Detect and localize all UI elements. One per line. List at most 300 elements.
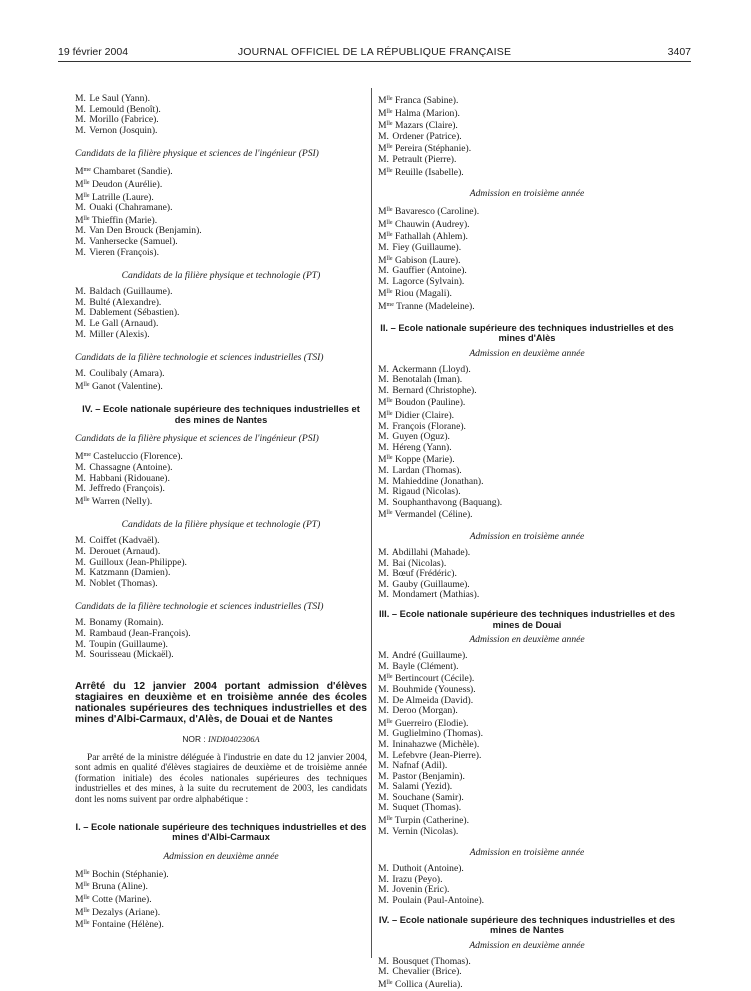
civility-abbrev: M — [378, 107, 387, 119]
candidate-name: André (Guillaume). — [391, 650, 468, 662]
civility-abbrev: M. — [75, 103, 86, 115]
civility-title — [75, 203, 87, 214]
column-divider — [371, 88, 372, 958]
candidate-name: François (Florane). — [392, 420, 466, 432]
candidate-name: Le Saul (Yann). — [89, 93, 150, 104]
list-item — [75, 579, 367, 590]
candidate-name: Halma (Marion). — [394, 107, 460, 119]
candidate-name: Ackermann (Lloyd). — [391, 363, 471, 375]
civility-abbrev: M — [378, 218, 387, 230]
civility-abbrev: M — [378, 288, 387, 300]
list-item — [75, 248, 367, 259]
list-item — [378, 94, 676, 107]
candidate-name: De Almeida (David). — [392, 694, 474, 706]
civility-abbrev: M. — [378, 363, 389, 375]
civility-abbrev: M. — [75, 202, 86, 214]
candidate-name: Latrille (Laure). — [91, 191, 154, 203]
civility-abbrev: M. — [378, 895, 389, 907]
candidate-name: Bouhmide (Youness). — [392, 683, 476, 695]
candidate-name: Lardan (Thomas). — [392, 465, 462, 477]
list-item — [378, 277, 676, 288]
spacer — [378, 178, 676, 188]
subsection-heading: Candidats de la filière physique et sciences de l'ingénieur (PSI) — [75, 148, 319, 160]
list-item — [75, 165, 367, 178]
list-item — [75, 918, 367, 931]
civility-abbrev: M. — [378, 384, 389, 396]
civility-abbrev: M — [75, 868, 84, 880]
list-item — [75, 380, 367, 393]
candidate-name: Bonamy (Romain). — [89, 617, 164, 629]
candidate-name: Deroo (Morgan). — [392, 705, 458, 717]
civility-abbrev: M — [378, 509, 387, 521]
section-heading: IV. – Ecole nationale supérieure des techniques industrielles et des mines de Nantes — [378, 914, 676, 936]
candidate-name: Riou (Magali). — [394, 288, 452, 300]
civility-abbrev: M. — [75, 114, 86, 126]
civility-abbrev: M — [75, 178, 84, 190]
nor-reference — [75, 734, 367, 745]
subsection-heading: Candidats de la filière technologie et sciences industrielles (TSI) — [75, 352, 324, 364]
list-item — [75, 178, 367, 191]
civility-abbrev: M — [378, 815, 387, 827]
list-item — [378, 498, 676, 509]
spacer — [75, 136, 367, 148]
candidate-name: Thieffin (Marie). — [91, 214, 158, 226]
civility-abbrev: M. — [378, 802, 389, 814]
civility-abbrev: M. — [75, 307, 86, 319]
civility-title — [378, 287, 393, 300]
civility-title — [75, 178, 90, 191]
candidate-name: Ouaki (Chahramane). — [89, 202, 173, 214]
decree-title: Arrêté du 12 janvier 2004 portant admission d'élèves stagiaires en deuxième et en troisième année des écoles nationales supérieures des techniques industrielles et des mines d'Albi-Carmaux, d'Alès, de Douai et de Nantes — [75, 680, 367, 726]
civility-suffix: lle — [386, 255, 393, 262]
candidate-name: Bertincourt (Cécile). — [394, 673, 475, 685]
civility-suffix: lle — [386, 219, 393, 226]
subsection-heading: Admission en troisième année — [469, 531, 585, 542]
civility-suffix: lle — [83, 192, 90, 199]
civility-abbrev: M — [378, 95, 387, 106]
candidate-name: Van Den Brouck (Benjamin). — [89, 225, 202, 237]
civility-title — [75, 126, 87, 137]
list-item — [75, 906, 367, 919]
nor-label: NOR : — [182, 733, 208, 744]
candidate-name: Bochin (Stéphanie). — [91, 868, 169, 880]
candidate-name: Cotte (Marine). — [91, 893, 152, 905]
civility-abbrev: M. — [378, 265, 389, 277]
civility-suffix: lle — [83, 907, 90, 914]
spacer — [378, 601, 676, 609]
civility-title — [378, 443, 390, 454]
civility-abbrev: M. — [75, 328, 86, 340]
spacer — [378, 521, 676, 531]
list-item — [75, 330, 367, 341]
candidate-name: Poulain (Paul-Antoine). — [392, 895, 485, 907]
civility-abbrev: M. — [75, 462, 86, 474]
spacer — [75, 340, 367, 352]
civility-abbrev: M. — [378, 589, 389, 601]
civility-suffix: lle — [386, 718, 393, 725]
list-item — [378, 978, 676, 991]
list-item — [75, 650, 367, 661]
list-item — [378, 287, 676, 300]
candidate-name: Bavaresco (Caroline). — [394, 206, 480, 218]
civility-suffix: lle — [386, 96, 393, 102]
candidate-name: Pastor (Benjamin). — [392, 770, 465, 782]
candidate-name: Rambaud (Jean-François). — [89, 628, 191, 639]
list-item — [75, 369, 367, 380]
civility-title — [378, 132, 390, 143]
page-number: 3407 — [667, 46, 691, 58]
candidate-name: Benotalah (Iman). — [392, 374, 463, 386]
civility-abbrev: M. — [378, 728, 389, 740]
civility-abbrev: M — [378, 300, 387, 312]
candidate-name: Deudon (Aurélie). — [91, 178, 163, 190]
civility-title — [378, 218, 393, 231]
civility-abbrev: M — [378, 454, 387, 466]
candidate-name: Koppe (Marie). — [394, 454, 455, 466]
candidate-name: Toupin (Guillaume). — [89, 638, 168, 650]
civility-suffix: me — [386, 301, 394, 308]
civility-abbrev: M. — [378, 884, 389, 896]
civility-abbrev: M. — [75, 617, 86, 629]
candidate-name: Coiffet (Kadvaël). — [89, 535, 160, 547]
list-item — [378, 300, 676, 313]
list-item — [378, 218, 676, 231]
civility-abbrev: M — [378, 231, 387, 243]
civility-suffix: lle — [386, 289, 393, 296]
civility-abbrev: M — [75, 166, 84, 178]
civility-title — [378, 277, 390, 288]
civility-title — [378, 590, 390, 601]
civility-title — [75, 484, 87, 495]
civility-abbrev: M. — [378, 660, 389, 672]
civility-abbrev: M — [75, 893, 84, 905]
candidate-name: Lemould (Benoît). — [89, 103, 161, 115]
subsection-heading: Candidats de la filière physique et technologie (PT) — [121, 270, 321, 282]
civility-title — [378, 166, 393, 179]
candidate-name: Casteluccio (Florence). — [93, 451, 183, 463]
civility-abbrev: M. — [75, 235, 86, 247]
candidate-name: Lefebvre (Jean-Pierre). — [392, 749, 482, 761]
candidate-name: Sourisseau (Mickaël). — [89, 649, 174, 661]
civility-abbrev: M. — [378, 374, 389, 386]
list-item — [378, 205, 676, 218]
civility-abbrev: M. — [75, 317, 86, 329]
candidate-name: Le Gall (Arnaud). — [89, 317, 159, 329]
civility-abbrev: M. — [378, 486, 389, 498]
civility-suffix: lle — [83, 869, 90, 876]
candidate-name: Katzmann (Damien). — [89, 567, 171, 579]
candidate-name: Bernard (Christophe). — [392, 384, 477, 396]
civility-abbrev: M. — [75, 638, 86, 650]
civility-suffix: lle — [386, 167, 393, 174]
civility-title — [378, 155, 390, 166]
candidate-name: Bœuf (Frédéric). — [392, 568, 457, 580]
civility-abbrev: M. — [378, 760, 389, 772]
spacer — [75, 392, 367, 404]
list-item — [75, 893, 367, 906]
candidate-name: Bai (Nicolas). — [392, 557, 447, 569]
civility-abbrev: M. — [378, 465, 389, 477]
civility-abbrev: M. — [378, 496, 389, 508]
candidate-name: Warren (Nelly). — [91, 495, 153, 507]
list-item — [75, 203, 367, 214]
candidate-name: Vernin (Nicolas). — [392, 825, 459, 837]
civility-abbrev: M. — [378, 873, 389, 885]
civility-abbrev: M. — [75, 296, 86, 308]
list-item — [75, 868, 367, 881]
candidate-name: Guglielmino (Thomas). — [392, 728, 483, 740]
candidate-name: Mazars (Claire). — [394, 120, 458, 132]
civility-abbrev: M — [75, 919, 84, 931]
subsection-heading: Admission en troisième année — [469, 847, 585, 859]
candidate-name: Salami (Yezid). — [392, 781, 453, 793]
candidate-name: Bruna (Aline). — [91, 881, 148, 893]
civility-suffix: lle — [386, 144, 393, 151]
civility-title — [75, 650, 87, 661]
candidate-name: Tranne (Madeleine). — [396, 300, 475, 312]
civility-title — [75, 165, 91, 178]
spacer — [75, 258, 367, 270]
candidate-name: Collica (Aurelia). — [394, 979, 463, 990]
candidate-name: Noblet (Thomas). — [89, 577, 158, 589]
civility-suffix: lle — [83, 894, 90, 901]
candidate-name: Petrault (Pierre). — [392, 153, 457, 165]
candidate-name: Gauby (Guillaume). — [392, 578, 470, 590]
candidate-name: Franca (Sabine). — [394, 95, 459, 106]
list-item — [378, 155, 676, 166]
candidate-name: Rigaud (Nicolas). — [392, 486, 461, 498]
civility-abbrev: M. — [378, 275, 389, 287]
civility-abbrev: M — [378, 254, 387, 266]
subsection-heading: Admission en deuxième année — [469, 634, 585, 646]
civility-abbrev: M. — [378, 749, 389, 761]
civility-abbrev: M. — [378, 955, 389, 967]
civility-abbrev: M. — [378, 578, 389, 590]
candidate-name: Vermandel (Céline). — [394, 509, 473, 521]
subsection-heading: Admission en deuxième année — [469, 347, 585, 359]
civility-abbrev: M. — [378, 420, 389, 432]
civility-abbrev: M. — [75, 577, 86, 589]
civility-title — [378, 967, 390, 978]
civility-title — [378, 803, 390, 814]
civility-abbrev: M. — [378, 770, 389, 782]
list-item — [378, 662, 676, 673]
civility-title — [378, 396, 393, 409]
civility-suffix: me — [83, 452, 91, 459]
subsection-heading: Candidats de la filière physique et technologie (PT) — [121, 519, 321, 531]
civility-title — [378, 896, 390, 907]
list-item — [75, 126, 367, 137]
candidate-name: Dablement (Sébastien). — [89, 307, 180, 319]
civility-abbrev: M — [75, 191, 84, 203]
civility-abbrev: M — [75, 214, 84, 226]
list-item — [378, 827, 676, 838]
journal-title: JOURNAL OFFICIEL DE LA RÉPUBLIQUE FRANÇAISE — [237, 46, 512, 58]
civility-title — [378, 827, 390, 838]
civility-abbrev: M — [378, 120, 387, 132]
list-item — [378, 132, 676, 143]
candidate-name: Morillo (Fabrice). — [89, 114, 159, 126]
civility-title — [378, 243, 390, 254]
spacer — [378, 313, 676, 323]
candidate-name: Ordener (Patrice). — [392, 130, 462, 142]
civility-suffix: lle — [386, 674, 393, 681]
spacer — [75, 661, 367, 681]
civility-abbrev: M. — [378, 241, 389, 253]
candidate-name: Bayle (Clément). — [392, 660, 459, 672]
civility-abbrev: M. — [75, 567, 86, 579]
list-item — [378, 508, 676, 521]
candidate-name: Ininahazwe (Michèle). — [392, 738, 480, 750]
civility-abbrev: M — [75, 881, 84, 893]
candidate-name: Vieren (François). — [89, 246, 159, 258]
spacer — [378, 837, 676, 847]
candidate-name: Chambaret (Sandie). — [93, 166, 173, 178]
spacer — [75, 745, 367, 753]
civility-title — [378, 706, 390, 717]
civility-abbrev: M. — [75, 93, 86, 104]
candidate-name: Nafnaf (Adil). — [392, 760, 448, 772]
civility-title — [75, 579, 87, 590]
subsection-heading: Admission en troisième année — [469, 188, 585, 200]
spacer — [75, 843, 367, 851]
list-item — [378, 803, 676, 814]
civility-title — [378, 94, 393, 107]
candidate-name: Souchane (Samir). — [392, 791, 464, 803]
section-heading: I. – Ecole nationale supérieure des techniques industrielles et des mines d'Albi-Carmaux — [75, 821, 367, 843]
civility-abbrev: M. — [378, 863, 389, 875]
candidate-name: Vanhersecke (Samuel). — [89, 235, 178, 247]
spacer — [378, 907, 676, 915]
spacer — [75, 726, 367, 734]
candidate-name: Jeffredo (François). — [89, 483, 165, 495]
candidate-name: Didier (Claire). — [394, 410, 455, 422]
civility-suffix: lle — [386, 232, 393, 239]
page-header — [58, 46, 691, 62]
civility-abbrev: M — [378, 206, 387, 218]
civility-suffix: lle — [83, 179, 90, 186]
civility-abbrev: M. — [75, 483, 86, 495]
civility-abbrev: M — [378, 397, 387, 409]
civility-suffix: lle — [386, 411, 393, 418]
candidate-name: Gauffier (Antoine). — [392, 265, 467, 277]
list-item — [378, 896, 676, 907]
candidate-name: Jovenin (Eric). — [392, 884, 450, 896]
candidate-name: Gabison (Laure). — [394, 254, 461, 266]
subsection-heading: Candidats de la filière technologie et sciences industrielles (TSI) — [75, 601, 324, 613]
civility-suffix: lle — [386, 207, 393, 214]
civility-abbrev: M — [75, 380, 84, 392]
civility-abbrev: M. — [378, 705, 389, 717]
candidate-name: Fontaine (Hélène). — [91, 919, 164, 931]
civility-abbrev: M. — [75, 535, 86, 547]
civility-suffix: lle — [83, 920, 90, 927]
civility-abbrev: M. — [378, 738, 389, 750]
candidate-name: Bousquet (Thomas). — [392, 955, 471, 967]
civility-abbrev: M. — [378, 475, 389, 487]
section-heading: III. – Ecole nationale supérieure des techniques industrielles et des mines de Douai — [378, 608, 676, 630]
subsection-heading: Admission en deuxième année — [163, 850, 279, 862]
civility-title — [378, 107, 393, 120]
civility-abbrev: M — [378, 166, 387, 178]
civility-abbrev: M — [378, 717, 387, 729]
candidate-name: Irazu (Peyo). — [392, 873, 443, 885]
left-column — [75, 94, 367, 931]
civility-suffix: lle — [386, 510, 393, 517]
civility-abbrev: M — [378, 673, 387, 685]
civility-suffix: lle — [386, 121, 393, 128]
candidate-name: Suquet (Thomas). — [392, 802, 462, 814]
candidate-name: Abdillahi (Mahade). — [391, 547, 471, 558]
civility-abbrev: M. — [75, 368, 86, 380]
right-column — [378, 94, 676, 991]
candidate-name: Turpin (Catherine). — [394, 815, 470, 827]
civility-abbrev: M. — [378, 431, 389, 443]
civility-abbrev: M. — [378, 694, 389, 706]
candidate-name: Dezalys (Ariane). — [91, 906, 161, 918]
civility-abbrev: M. — [75, 246, 86, 258]
candidate-name: Habbani (Ridouane). — [89, 472, 170, 484]
civility-abbrev: M — [75, 451, 84, 463]
list-item — [378, 967, 676, 978]
candidate-name: Baldach (Guillaume). — [89, 286, 173, 298]
candidate-name: Coulibaly (Amara). — [89, 368, 165, 380]
candidate-name: Reuille (Isabelle). — [394, 166, 464, 178]
list-item — [75, 495, 367, 508]
spacer — [75, 589, 367, 601]
civility-suffix: lle — [386, 816, 393, 823]
decree-paragraph: Par arrêté de la ministre déléguée à l'industrie en date du 12 janvier 2004, sont admis en qualité d'élèves stagiaires de deuxième et de troisième année (formation initiale) des écoles nationales supérieures des techniques industrielles et des mines, à la suite du recrutement de 2003, les candidats dont les noms suivent par ordre alphabétique : — [75, 752, 367, 805]
candidate-name: Ganot (Valentine). — [91, 380, 163, 392]
section-heading: IV. – Ecole nationale supérieure des techniques industrielles et des mines de Nantes — [82, 404, 360, 425]
civility-abbrev: M. — [75, 556, 86, 568]
civility-suffix: me — [83, 167, 91, 174]
civility-title — [75, 906, 90, 919]
candidate-name: Guyen (Oguz). — [392, 431, 450, 443]
civility-title — [378, 978, 393, 991]
civility-title — [378, 662, 390, 673]
civility-title — [75, 248, 87, 259]
civility-abbrev: M. — [378, 650, 389, 662]
civility-abbrev: M. — [378, 130, 389, 142]
list-item — [75, 880, 367, 893]
civility-abbrev: M. — [378, 966, 389, 978]
civility-abbrev: M. — [75, 546, 86, 558]
candidate-name: Guerreiro (Elodie). — [394, 717, 469, 729]
civility-suffix: lle — [83, 381, 90, 388]
civility-title — [378, 205, 393, 218]
list-item — [75, 484, 367, 495]
candidate-name: Mondamert (Mathias). — [392, 589, 480, 601]
civility-title — [75, 868, 90, 881]
civility-title — [75, 495, 90, 508]
civility-abbrev: M. — [75, 628, 86, 639]
civility-suffix: lle — [83, 215, 90, 222]
civility-suffix: lle — [386, 398, 393, 405]
civility-abbrev: M. — [378, 791, 389, 803]
civility-abbrev: M. — [378, 683, 389, 695]
candidate-name: Chauwin (Audrey). — [394, 218, 470, 230]
civility-title — [378, 498, 390, 509]
civility-suffix: lle — [386, 455, 393, 462]
civility-abbrev: M. — [378, 781, 389, 793]
spacer — [75, 425, 367, 433]
candidate-name: Bulté (Alexandre). — [89, 296, 162, 308]
civility-suffix: lle — [386, 980, 393, 986]
list-item — [378, 107, 676, 120]
civility-abbrev: M. — [378, 441, 389, 453]
spacer — [75, 806, 367, 822]
